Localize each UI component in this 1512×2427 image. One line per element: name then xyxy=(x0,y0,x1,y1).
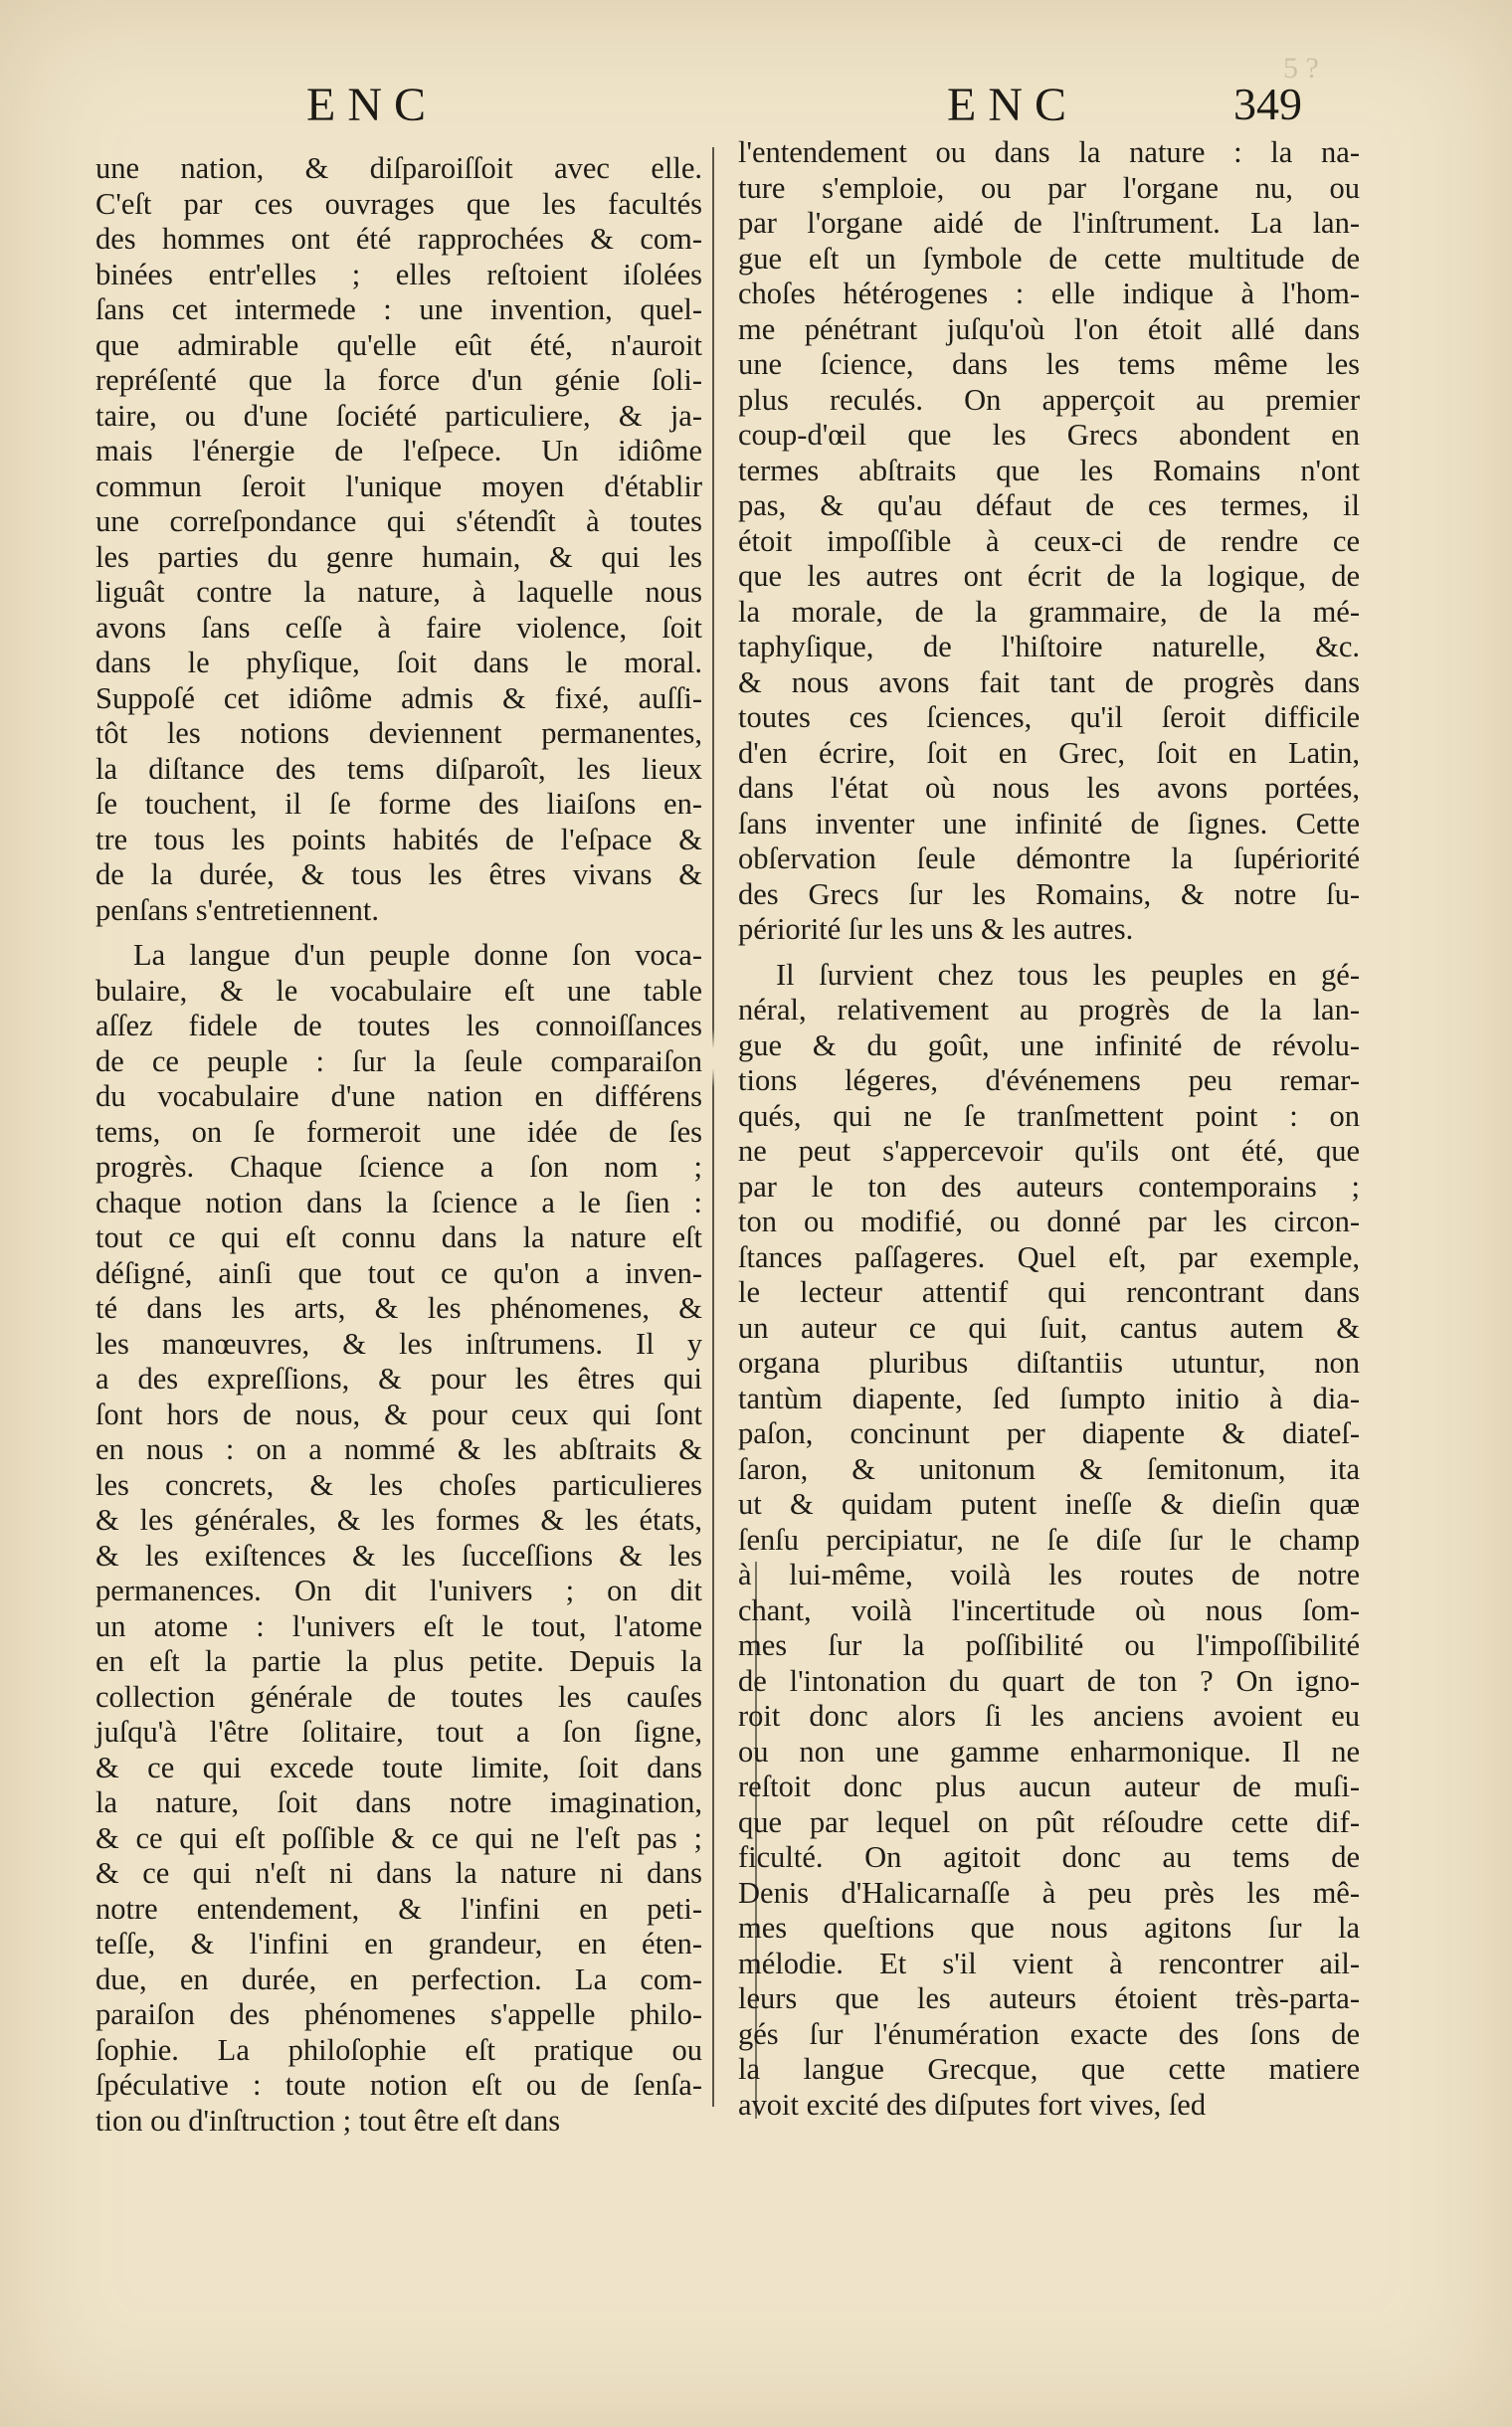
text-line: a des expreſſions, & pour les êtres qui xyxy=(95,1362,702,1396)
text-line: coup-d'œil que les Grecs abondent en xyxy=(738,418,1360,452)
text-line: liguât contre la nature, à laquelle nous xyxy=(95,575,702,609)
text-line: tre tous les points habités de l'eſpace & xyxy=(95,822,702,856)
text-line: tout ce qui eſt connu dans la nature eſt xyxy=(95,1220,702,1254)
text-line: gue eſt un ſymbole de cette multitude de xyxy=(738,241,1360,276)
text-line: la langue Grecque, que cette matiere xyxy=(738,2052,1360,2086)
text-line: par l'organe aidé de l'inſtrument. La lan- xyxy=(738,206,1360,240)
text-line: roit donc alors ſi les anciens avoient eu xyxy=(738,1699,1360,1733)
text-line: un atome : l'univers eſt le tout, l'atome xyxy=(95,1608,702,1643)
text-line: paraiſon des phénomenes s'appelle philo- xyxy=(95,1997,702,2031)
text-line: taire, ou d'une ſociété particuliere, & ja- xyxy=(95,398,702,433)
text-line: ſans inventer une infinité de ſignes. Cette xyxy=(738,806,1360,840)
text-line: chaque notion dans la ſcience a le ſien : xyxy=(95,1185,702,1219)
text-line: que admirable qu'elle eût été, n'auroit xyxy=(95,327,702,362)
text-line: ſenſu percipiatur, ne ſe diſe ſur le champ xyxy=(738,1522,1360,1557)
left-column xyxy=(95,151,702,2139)
text-line: ſans cet intermede : une invention, quel- xyxy=(95,292,702,326)
text-line: un auteur ce qui ſuit, cantus autem & xyxy=(738,1310,1360,1345)
text-line: tantùm diapente, ſed ſumpto initio à dia- xyxy=(738,1381,1360,1415)
text-line: tion ou d'inſtruction ; tout être eſt dans xyxy=(95,2103,561,2138)
text-line: une correſpondance qui s'étendît à toutes xyxy=(95,504,702,538)
text-line: une nation, & diſparoiſſoit avec elle. xyxy=(95,151,702,185)
text-line: plus reculés. On apperçoit au premier xyxy=(738,382,1360,417)
text-line: toutes ces ſciences, qu'il ſeroit difficile xyxy=(738,700,1360,734)
text-line: & les exiſtences & les ſucceſſions & les xyxy=(95,1538,702,1573)
text-line: & ce qui excede toute limite, ſoit dans xyxy=(95,1750,702,1784)
text-line: mélodie. Et s'il vient à rencontrer ail- xyxy=(738,1946,1360,1980)
column-rule xyxy=(712,147,714,2107)
text-line: & ce qui n'eſt ni dans la nature ni dans xyxy=(95,1856,702,1890)
text-line: taphyſique, de l'hiſtoire naturelle, &c. xyxy=(738,630,1360,663)
text-line: ſtances paſſageres. Quel eſt, par exemple, xyxy=(738,1239,1360,1274)
text-line: commun ſeroit l'unique moyen d'établir xyxy=(95,468,702,503)
text-line: mais l'énergie de l'eſpece. Un idiôme xyxy=(95,434,702,467)
text-line: permanences. On dit l'univers ; on dit xyxy=(95,1574,702,1607)
text-line: une ſcience, dans les tems même les xyxy=(738,347,1360,381)
text-line: notre entendement, & l'infini en peti- xyxy=(95,1891,702,1926)
text-line: que par lequel on pût réſoudre cette dif- xyxy=(738,1804,1360,1839)
text-line: gés ſur l'énumération exacte des ſons de xyxy=(738,2016,1360,2051)
text-line: termes abſtraits que les Romains n'ont xyxy=(738,453,1360,487)
text-line: qués, qui ne ſe tranſmettent point : on xyxy=(738,1098,1360,1133)
text-line: la nature, ſoit dans notre imagination, xyxy=(95,1785,702,1819)
text-line: néral, relativement au progrès de la lan- xyxy=(738,993,1360,1027)
text-line: de l'intonation du quart de ton ? On igno- xyxy=(738,1663,1360,1698)
text-line: ſpéculative : toute notion eſt ou de ſenſa- xyxy=(95,2068,702,2102)
text-line: progrès. Chaque ſcience a ſon nom ; xyxy=(95,1150,702,1184)
text-line: & ce qui eſt poſſible & ce qui ne l'eſt pas ; xyxy=(95,1820,702,1855)
text-line: penſans s'entretiennent. xyxy=(95,892,379,927)
text-line: d'en écrire, ſoit en Grec, ſoit en Latin, xyxy=(738,735,1360,770)
text-line: en nous : on a nommé & les abſtraits & xyxy=(95,1432,702,1466)
text-line: aſſez fidele de toutes les connoiſſances xyxy=(95,1009,702,1042)
text-line: repréſenté que la force d'un génie ſoli- xyxy=(95,363,702,397)
text-line: du vocabulaire d'une nation en différens xyxy=(95,1079,702,1113)
text-line: organa pluribus diſtantiis utuntur, non xyxy=(738,1346,1360,1380)
text-line: juſqu'à l'être ſolitaire, tout a ſon ſigne, xyxy=(95,1715,702,1749)
text-line: C'eſt par ces ouvrages que les facultés xyxy=(95,186,702,221)
text-line: ton ou modifié, ou donné par les circon- xyxy=(738,1205,1360,1238)
text-line: étoit impoſſible à ceux-ci de rendre ce xyxy=(738,523,1360,558)
text-line: bulaire, & le vocabulaire eſt une table xyxy=(95,973,702,1008)
text-line: des Grecs ſur les Romains, & notre ſu- xyxy=(738,876,1360,911)
text-line: mes ſur la poſſibilité ou l'impoſſibilité xyxy=(738,1628,1360,1662)
text-line: Il ſurvient chez tous les peuples en gé- xyxy=(776,957,1360,992)
text-line: par le ton des auteurs contemporains ; xyxy=(738,1169,1360,1204)
text-line: en eſt la partie la plus petite. Depuis la xyxy=(95,1644,702,1678)
text-line: dans l'état où nous les avons portées, xyxy=(738,771,1360,805)
text-line: l'entendement ou dans la nature : la na- xyxy=(738,135,1360,169)
text-line: & les générales, & les formes & les états, xyxy=(95,1503,702,1537)
text-line: que les autres ont écrit de la logique, de xyxy=(738,559,1360,593)
running-head-right: ENC xyxy=(947,79,1078,131)
text-line: paſon, concinunt per diapente & diateſ- xyxy=(738,1416,1360,1450)
text-line: collection générale de toutes les cauſes xyxy=(95,1679,702,1714)
text-line: le lecteur attentif qui rencontrant dans xyxy=(738,1275,1360,1309)
text-line: ſophie. La philoſophie eſt pratique ou xyxy=(95,2032,702,2067)
page-number: 349 xyxy=(1233,79,1302,129)
text-line: me pénétrant juſqu'où l'on étoit allé dans xyxy=(738,311,1360,346)
text-line: Denis d'Halicarnaſſe à peu près les mê- xyxy=(738,1875,1360,1910)
text-line: ne peut s'appercevoir qu'ils ont été, que xyxy=(738,1134,1360,1168)
text-line: ou non une gamme enharmonique. Il ne xyxy=(738,1734,1360,1769)
text-line: choſes hétérogenes : elle indique à l'hom- xyxy=(738,277,1360,310)
text-line: obſervation ſeule démontre la ſupériorité xyxy=(738,841,1360,875)
text-line: reſtoit donc plus aucun auteur de muſi- xyxy=(738,1770,1360,1803)
text-line: ſaron, & unitonum & ſemitonum, ita xyxy=(738,1451,1360,1486)
bleed-through-mark: 5 ? xyxy=(1283,52,1319,85)
text-line: pas, & qu'au défaut de ces termes, il xyxy=(738,488,1360,522)
text-line: gue & du goût, une infinité de révolu- xyxy=(738,1027,1360,1062)
text-line: la diſtance des tems diſparoît, les lieux xyxy=(95,751,702,786)
text-line: tôt les notions deviennent permanentes, xyxy=(95,716,702,750)
text-line: & nous avons fait tant de progrès dans xyxy=(738,664,1360,699)
text-line: avons ſans ceſſe à faire violence, ſoit xyxy=(95,610,702,645)
text-line: ſe touchent, il ſe forme des liaiſons en- xyxy=(95,787,702,821)
text-line: tions légeres, d'événemens peu remar- xyxy=(738,1063,1360,1097)
text-line: de la durée, & tous les êtres vivans & xyxy=(95,857,702,891)
text-line: chant, voilà l'incertitude où nous ſom- xyxy=(738,1592,1360,1627)
text-line: des hommes ont été rapprochées & com- xyxy=(95,222,702,256)
text-line: à lui-même, voilà les routes de notre xyxy=(738,1558,1360,1591)
text-line: due, en durée, en perfection. La com- xyxy=(95,1961,702,1996)
text-line: avoit excité des diſputes fort vives, ſed xyxy=(738,2087,1207,2122)
text-line: dans le phyſique, ſoit dans le moral. xyxy=(95,646,702,679)
text-line: ſont hors de nous, & pour ceux qui ſont xyxy=(95,1397,702,1431)
text-line: les parties du genre humain, & qui les xyxy=(95,539,702,574)
text-line: ficulté. On agitoit donc au tems de xyxy=(738,1840,1360,1874)
right-column xyxy=(738,135,1360,2123)
text-line: La langue d'un peuple donne ſon voca- xyxy=(133,938,702,972)
text-line: tems, on ſe formeroit une idée de ſes xyxy=(95,1114,702,1149)
text-line: mes queſtions que nous agitons ſur la xyxy=(738,1911,1360,1945)
text-line: ture s'emploie, ou par l'organe nu, ou xyxy=(738,170,1360,205)
running-head-left: ENC xyxy=(306,79,438,131)
text-line: binées entr'elles ; elles reſtoient iſolées xyxy=(95,257,702,291)
text-line: périorité ſur les uns & les autres. xyxy=(738,912,1134,946)
text-line: leurs que les auteurs étoient très-parta- xyxy=(738,1981,1360,2015)
text-line: la morale, de la grammaire, de la mé- xyxy=(738,594,1360,629)
text-line: de ce peuple : ſur la ſeule comparaiſon xyxy=(95,1043,702,1078)
text-line: teſſe, & l'infini en grandeur, en éten- xyxy=(95,1927,702,1960)
text-line: té dans les arts, & les phénomenes, & xyxy=(95,1291,702,1325)
text-line: les concrets, & les choſes particulieres xyxy=(95,1467,702,1502)
text-line: déſigné, ainſi que tout ce qu'on a inven- xyxy=(95,1255,702,1290)
text-line: ut & quidam putent ineſſe & dieſin quæ xyxy=(738,1487,1360,1521)
text-line: Suppoſé cet idiôme admis & fixé, auſſi- xyxy=(95,680,702,715)
text-line: les manœuvres, & les inſtrumens. Il y xyxy=(95,1326,702,1361)
